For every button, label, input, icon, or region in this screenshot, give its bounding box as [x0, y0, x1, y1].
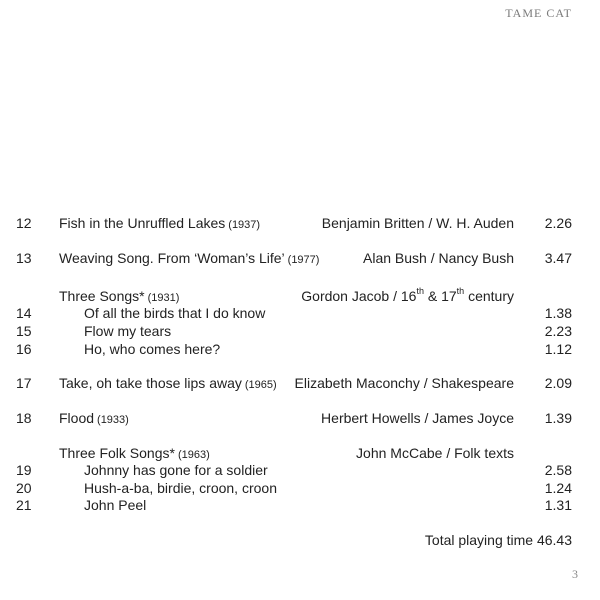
page-number: 3: [572, 567, 578, 581]
group-title: Three Songs*: [59, 288, 145, 304]
track-row: [0, 461, 600, 479]
track-time: 2.23: [544, 323, 572, 339]
track-year: (1933): [97, 414, 129, 426]
group-title: Three Folk Songs*: [59, 445, 175, 461]
track-title: Fish in the Unruffled Lakes: [59, 215, 226, 231]
track-title: Hush-a-ba, birdie, croon, croon: [84, 480, 277, 496]
track-time: 1.24: [544, 480, 572, 496]
track-number: 14: [16, 305, 32, 321]
track-row: [0, 479, 600, 497]
track-time: 1.31: [544, 497, 572, 513]
group-credit-sup1: th: [416, 286, 424, 297]
track-time: 2.09: [544, 375, 572, 391]
track-number: 19: [16, 462, 32, 478]
header-brand: TAME CAT: [505, 6, 572, 20]
track-row: [0, 409, 600, 427]
track-title-wrap: [59, 249, 319, 269]
track-title: Flow my tears: [84, 323, 172, 339]
group-heading: [0, 287, 600, 305]
track-title: Weaving Song. From ‘Woman’s Life’: [59, 250, 285, 266]
track-time: 3.47: [544, 250, 572, 266]
group-heading: [0, 444, 600, 462]
total-playing-time: Total playing time 46.43: [424, 532, 572, 548]
track-time: 1.39: [544, 410, 572, 426]
track-number: 18: [16, 410, 32, 426]
group-credit-sup2: th: [456, 286, 465, 297]
track-credit: Herbert Howells / James Joyce: [321, 410, 514, 426]
track-number: 17: [16, 375, 32, 391]
track-row: [0, 496, 600, 514]
track-row: [0, 322, 600, 340]
track-number: 21: [16, 497, 32, 513]
track-time: 2.58: [544, 462, 572, 478]
track-year: (1977): [287, 254, 320, 266]
group-year: (1931): [147, 292, 180, 304]
track-row: [0, 374, 600, 392]
track-row: [0, 249, 600, 267]
track-number: 20: [16, 480, 32, 496]
group-credit-prefix: Gordon Jacob / 16: [301, 288, 417, 304]
group-credit-suffix: century: [464, 288, 514, 304]
track-number: 13: [16, 250, 32, 266]
track-title: John Peel: [84, 497, 147, 513]
track-time: 1.12: [544, 341, 572, 357]
track-row: [0, 214, 600, 232]
track-row: [0, 304, 600, 322]
track-title-wrap: [59, 409, 129, 429]
group-year: (1963): [177, 449, 210, 461]
group-credit: [301, 287, 514, 305]
track-title: Flood: [59, 410, 95, 426]
track-credit: Alan Bush / Nancy Bush: [363, 250, 514, 266]
track-year: (1937): [228, 219, 261, 231]
track-title: Johnny has gone for a soldier: [84, 462, 268, 478]
track-credit: Elizabeth Maconchy / Shakespeare: [294, 375, 514, 391]
track-time: 2.26: [544, 215, 572, 231]
track-title-wrap: [59, 214, 260, 234]
track-number: 16: [16, 341, 32, 357]
track-title: Of all the birds that I do know: [84, 305, 266, 321]
track-number: 12: [16, 215, 32, 231]
track-number: 15: [16, 323, 32, 339]
track-credit: Benjamin Britten / W. H. Auden: [321, 215, 514, 231]
track-title: Ho, who comes here?: [84, 341, 221, 357]
track-row: [0, 340, 600, 358]
track-title: Take, oh take those lips away: [59, 375, 242, 391]
group-credit-mid: & 17: [423, 288, 457, 304]
track-title-wrap: [59, 374, 277, 394]
track-time: 1.38: [544, 305, 572, 321]
track-year: (1965): [244, 379, 277, 391]
group-credit: John McCabe / Folk texts: [356, 445, 514, 461]
